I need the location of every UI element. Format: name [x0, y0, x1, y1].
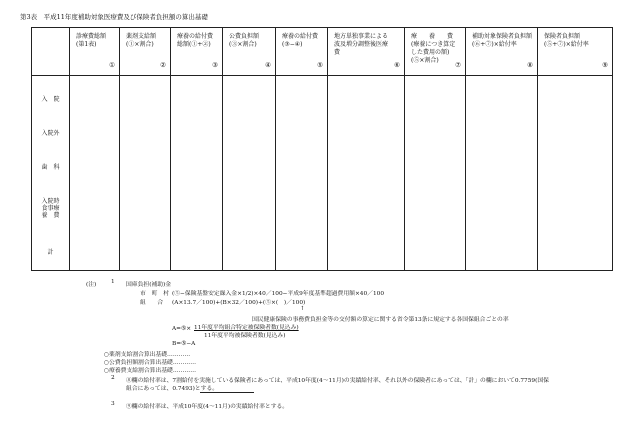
note-number: 2: [111, 375, 115, 381]
kumiai-rate-description: 国民健康保険の事務費負担金等の交付額の算定に関する省令第13条に規定する各国保組合ごとの率: [252, 317, 509, 323]
row-label: 歯 科: [41, 164, 60, 171]
note-number: 1: [111, 279, 115, 285]
row-label: 入 院: [41, 96, 60, 103]
data-column: [70, 76, 120, 271]
note-2-text: 組合にあっては、0.7493)とする。: [126, 386, 219, 392]
basis-line: ○療養費支給割合算出基礎…………: [104, 368, 197, 374]
data-column: [466, 76, 538, 271]
data-column: [276, 76, 328, 271]
column-header: 公費負担額 (③×割合) ④: [223, 28, 276, 76]
body-row: [32, 76, 613, 271]
calculation-table: [31, 27, 613, 271]
corner-cell: [32, 28, 70, 76]
table-title: 第3表 平成11年度補助対象医療費及び保険者負担額の算出基礎: [20, 13, 208, 21]
shichoson-formula: (⑤−保険基盤安定繰入金×1/2)×40／100−平成9年度基準超過費用額×40／100: [172, 291, 385, 297]
blank-rule: [200, 392, 254, 393]
column-header: 保険者負担額 (⑤+⑦)×給付率 ⑨: [538, 28, 613, 76]
row-label-column: [32, 76, 70, 271]
column-header: 療 養 費 (療養につき算定 した費用の額) (⑤×割合) ⑦: [405, 28, 466, 76]
note-number: 3: [111, 401, 115, 407]
notes-mark: (注): [86, 282, 97, 288]
data-column: [538, 76, 613, 271]
a-formula-denominator: 11年度平均被保険者数(見込み): [204, 333, 286, 339]
row-label: 入院外: [41, 130, 60, 137]
a-formula-prefix: A=⑤×: [172, 326, 192, 332]
row-label: 計: [47, 249, 54, 256]
note-2-text: ⑧欄の給付率は、7割給付を実施している保険者にあっては、平成10年度(4〜11月)の実績給付率、それ以外の保険者にあっては、「計」の欄において0.7759(国保: [126, 378, 549, 384]
note-1-title: 国庫負担(補助)金: [126, 282, 172, 288]
a-formula-numerator: 11年度平均組合特定被保険者数(見込み): [194, 325, 299, 331]
note-3-text: ⑨欄の給付率は、平成10年度(4〜11月)の実績給付率とする。: [126, 404, 289, 410]
column-header: 療養の給付費 (③−④) ⑤: [276, 28, 328, 76]
column-header: 地方単独事業による 波及増分調整後医療 費 ⑥: [328, 28, 405, 76]
row-label: 入院時 食事療 養 費: [41, 198, 60, 219]
data-column: [171, 76, 223, 271]
b-formula: B=⑤−A: [172, 341, 196, 347]
column-header: 療養の給付費 総額(①+②) ③: [171, 28, 223, 76]
kumiai-formula: (A×13.7／100)+(B×32／100)+(⑤×( )／100): [172, 300, 306, 306]
data-column: [405, 76, 466, 271]
data-column: [223, 76, 276, 271]
data-column: [328, 76, 405, 271]
column-header: 薬剤支給額 (①×割合) ②: [120, 28, 171, 76]
basis-line: ○薬剤支給割合算出基礎…………: [104, 352, 191, 358]
column-header: 診療費総額 (第1表) ①: [70, 28, 120, 76]
arrow-icon: ↑: [300, 306, 305, 312]
column-header: 補助対象保険者負担額 (⑥+⑦)×給付率 ⑧: [466, 28, 538, 76]
data-column: [120, 76, 171, 271]
kumiai-label: 組 合: [140, 300, 164, 306]
shichoson-label: 市 町 村: [140, 291, 169, 297]
header-row: [32, 28, 613, 76]
basis-line: ○公費負担額割合算出基礎…………: [104, 360, 197, 366]
